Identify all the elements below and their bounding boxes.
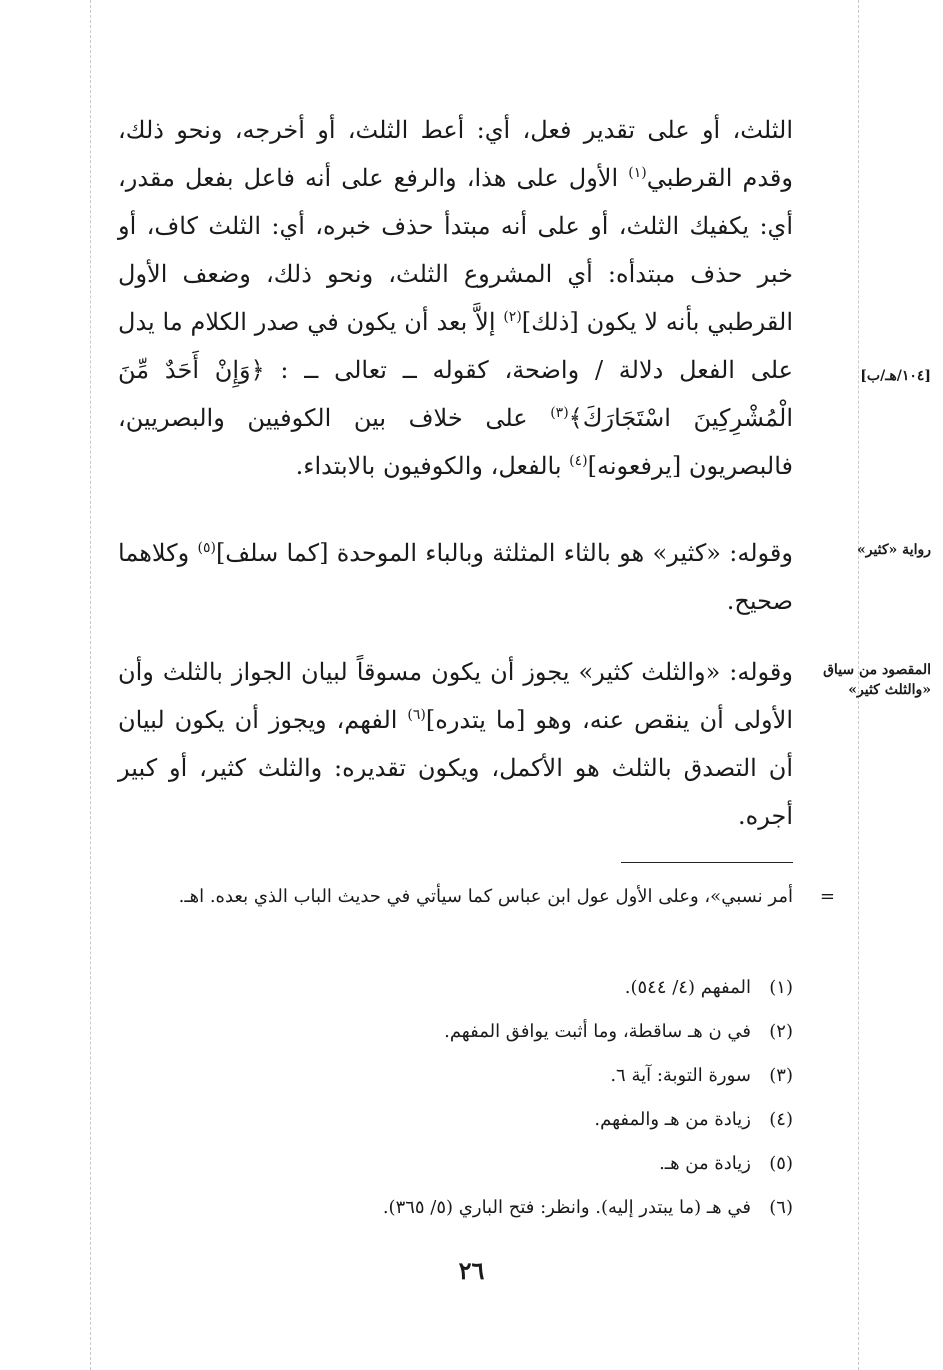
footnote-text: في ن هـ ساقطة، وما أثبت يوافق المفهم. [444,1021,751,1042]
footnote-number: (٤) [769,1109,793,1130]
footnote-number: (٦) [769,1197,793,1218]
continuation-mark: = [819,886,835,907]
footnote-reference: (٦) [407,707,426,723]
footnote-item [118,1010,793,1054]
paragraph-text-run: وقوله: «كثير» هو بالثاء المثلثة وبالباء الموحدة [كما سلف] [215,539,793,567]
footnote-text: المفهم (٤/ ٥٤٤). [624,977,751,998]
paragraph-thuluth-kathir [118,648,793,840]
scan-fold-line-left [90,0,91,1370]
footnote-item [118,1098,793,1142]
footnote-number: (٢) [769,1021,793,1042]
footnote-text: سورة التوبة: آية ٦. [610,1065,751,1086]
footnote-reference: (٢) [503,309,522,325]
footnote-item [118,966,793,1010]
footnote-continuation-text: أمر نسبي»، وعلى الأول عول ابن عباس كما سيأتي في حديث الباب الذي بعده. اهـ. [178,886,793,907]
page-number: ٢٦ [458,1256,485,1285]
footnote-item [118,1054,793,1098]
footnote-list [118,966,793,1230]
margin-folio-reference: [١٠٤/هـ/ب] [860,368,931,384]
paragraph-text-run: بالفعل، والكوفيون بالابتداء. [295,452,570,480]
paragraph-grammar-discussion [118,106,793,490]
paragraph-text-run: وقوله: «والثلث كثير» يجوز أن يكون مسوقاً لبيان الجواز بالثلث وأن الأولى أن ينقص عنه، وهو [ما يتدره] [118,658,794,734]
footnote-reference: (٤) [569,453,588,469]
footnote-item [118,1186,793,1230]
margin-note-maqsud: المقصود من سياق «والثلث كثير» [823,662,931,698]
paragraph-text-run: وكلاهما صحيح. [118,539,793,615]
paragraph-text-run: إلاَّ بعد أن يكون في صدر الكلام ما يدل على الفعل دلالة / واضحة، كقوله ــ تعالى ــ : ﴿وَإِنْ أَحَدٌ مِّنَ الْمُشْرِكِينَ اسْتَجَارَكَ﴾ [118,308,793,432]
footnote-text: زيادة من هـ. [659,1153,751,1174]
footnote-number: (١) [769,977,793,998]
footnote-text: زيادة من هـ والمفهم. [594,1109,751,1130]
paragraph-text-run: الثلث، أو على تقدير فعل، أي: أعط الثلث، أو أخرجه، ونحو ذلك، وقدم القرطبي [118,116,793,192]
footnote-number: (٣) [769,1065,793,1086]
paragraph-text-run: الأول على هذا، والرفع على أنه فاعل بفعل مقدر، أي: يكفيك الثلث، أو على أنه مبتدأ حذف خبره، أي: الثلث كاف، أو خبر حذف مبتدأه: أي المشروع الثلث، ونحو ذلك، وضعف الأول القرطبي بأنه لا يكون [ذلك] [118,164,793,336]
footnote-reference: (٥) [197,540,216,556]
footnote-number: (٥) [769,1153,793,1174]
footnote-reference: (١) [628,165,647,181]
footnote-text: في هـ (ما يبتدر إليه). وانظر: فتح الباري (٥/ ٣٦٥). [382,1197,751,1218]
footnote-continuation [118,880,835,914]
paragraph-text-run: على خلاف بين الكوفيين والبصريين، فالبصريون [يرفعونه] [118,404,793,480]
paragraph-kathir-riwaya [118,529,793,625]
margin-note-riwaya: رواية «كثير» [856,542,931,558]
paragraph-text-run: الفهم، ويجوز أن يكون لبيان أن التصدق بالثلث هو الأكمل، ويكون تقديره: والثلث كثير، أو كبير أجره. [118,706,793,830]
footnote-item [118,1142,793,1186]
footnote-reference: (٣) [550,405,569,421]
footnote-divider [621,862,793,863]
